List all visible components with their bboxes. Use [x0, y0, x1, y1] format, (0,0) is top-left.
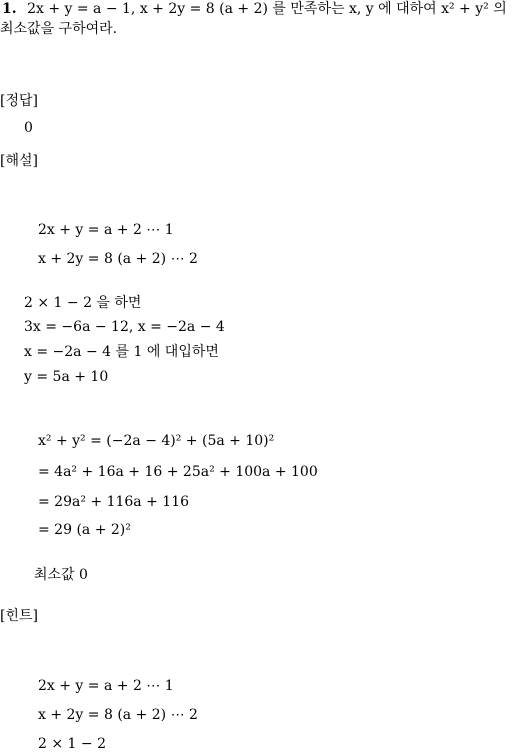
solution-step-2: 3x = −6a − 12, x = −2a − 4: [24, 319, 225, 335]
problem-number: 1.: [2, 1, 17, 17]
solution-heading: [해설]: [0, 153, 38, 169]
solution-step-1: 2 × 1 − 2 을 하면: [24, 295, 142, 311]
solution-step-4: y = 5a + 10: [24, 369, 109, 385]
hint-heading: [힌트]: [0, 608, 38, 624]
solution-calc-2: = 4a² + 16a + 16 + 25a² + 100a + 100: [38, 464, 318, 480]
problem-line-2: 최소값을 구하여라.: [0, 21, 118, 37]
answer-value: 0: [24, 120, 33, 136]
solution-calc-1: x² + y² = (−2a − 4)² + (5a + 10)²: [38, 433, 275, 449]
solution-eq-1: 2x + y = a + 2 ⋯ 1: [38, 222, 174, 238]
solution-eq-2: x + 2y = 8 (a + 2) ⋯ 2: [38, 251, 198, 267]
hint-eq-2: x + 2y = 8 (a + 2) ⋯ 2: [38, 707, 198, 723]
problem-line-1: [2, 0, 507, 18]
answer-heading: [정답]: [0, 93, 38, 109]
hint-eq-1: 2x + y = a + 2 ⋯ 1: [38, 678, 174, 694]
solution-step-3: x = −2a − 4 를 1 에 대입하면: [24, 344, 219, 360]
problem-text: 2x + y = a − 1, x + 2y = 8 (a + 2) 를 만족하는 x, y 에 대하여 x² + y² 의: [27, 1, 507, 17]
hint-step-1: 2 × 1 − 2: [38, 736, 106, 752]
solution-result: 최소값 0: [34, 567, 88, 583]
solution-calc-3: = 29a² + 116a + 116: [38, 494, 190, 510]
solution-calc-4: = 29 (a + 2)²: [38, 522, 131, 538]
